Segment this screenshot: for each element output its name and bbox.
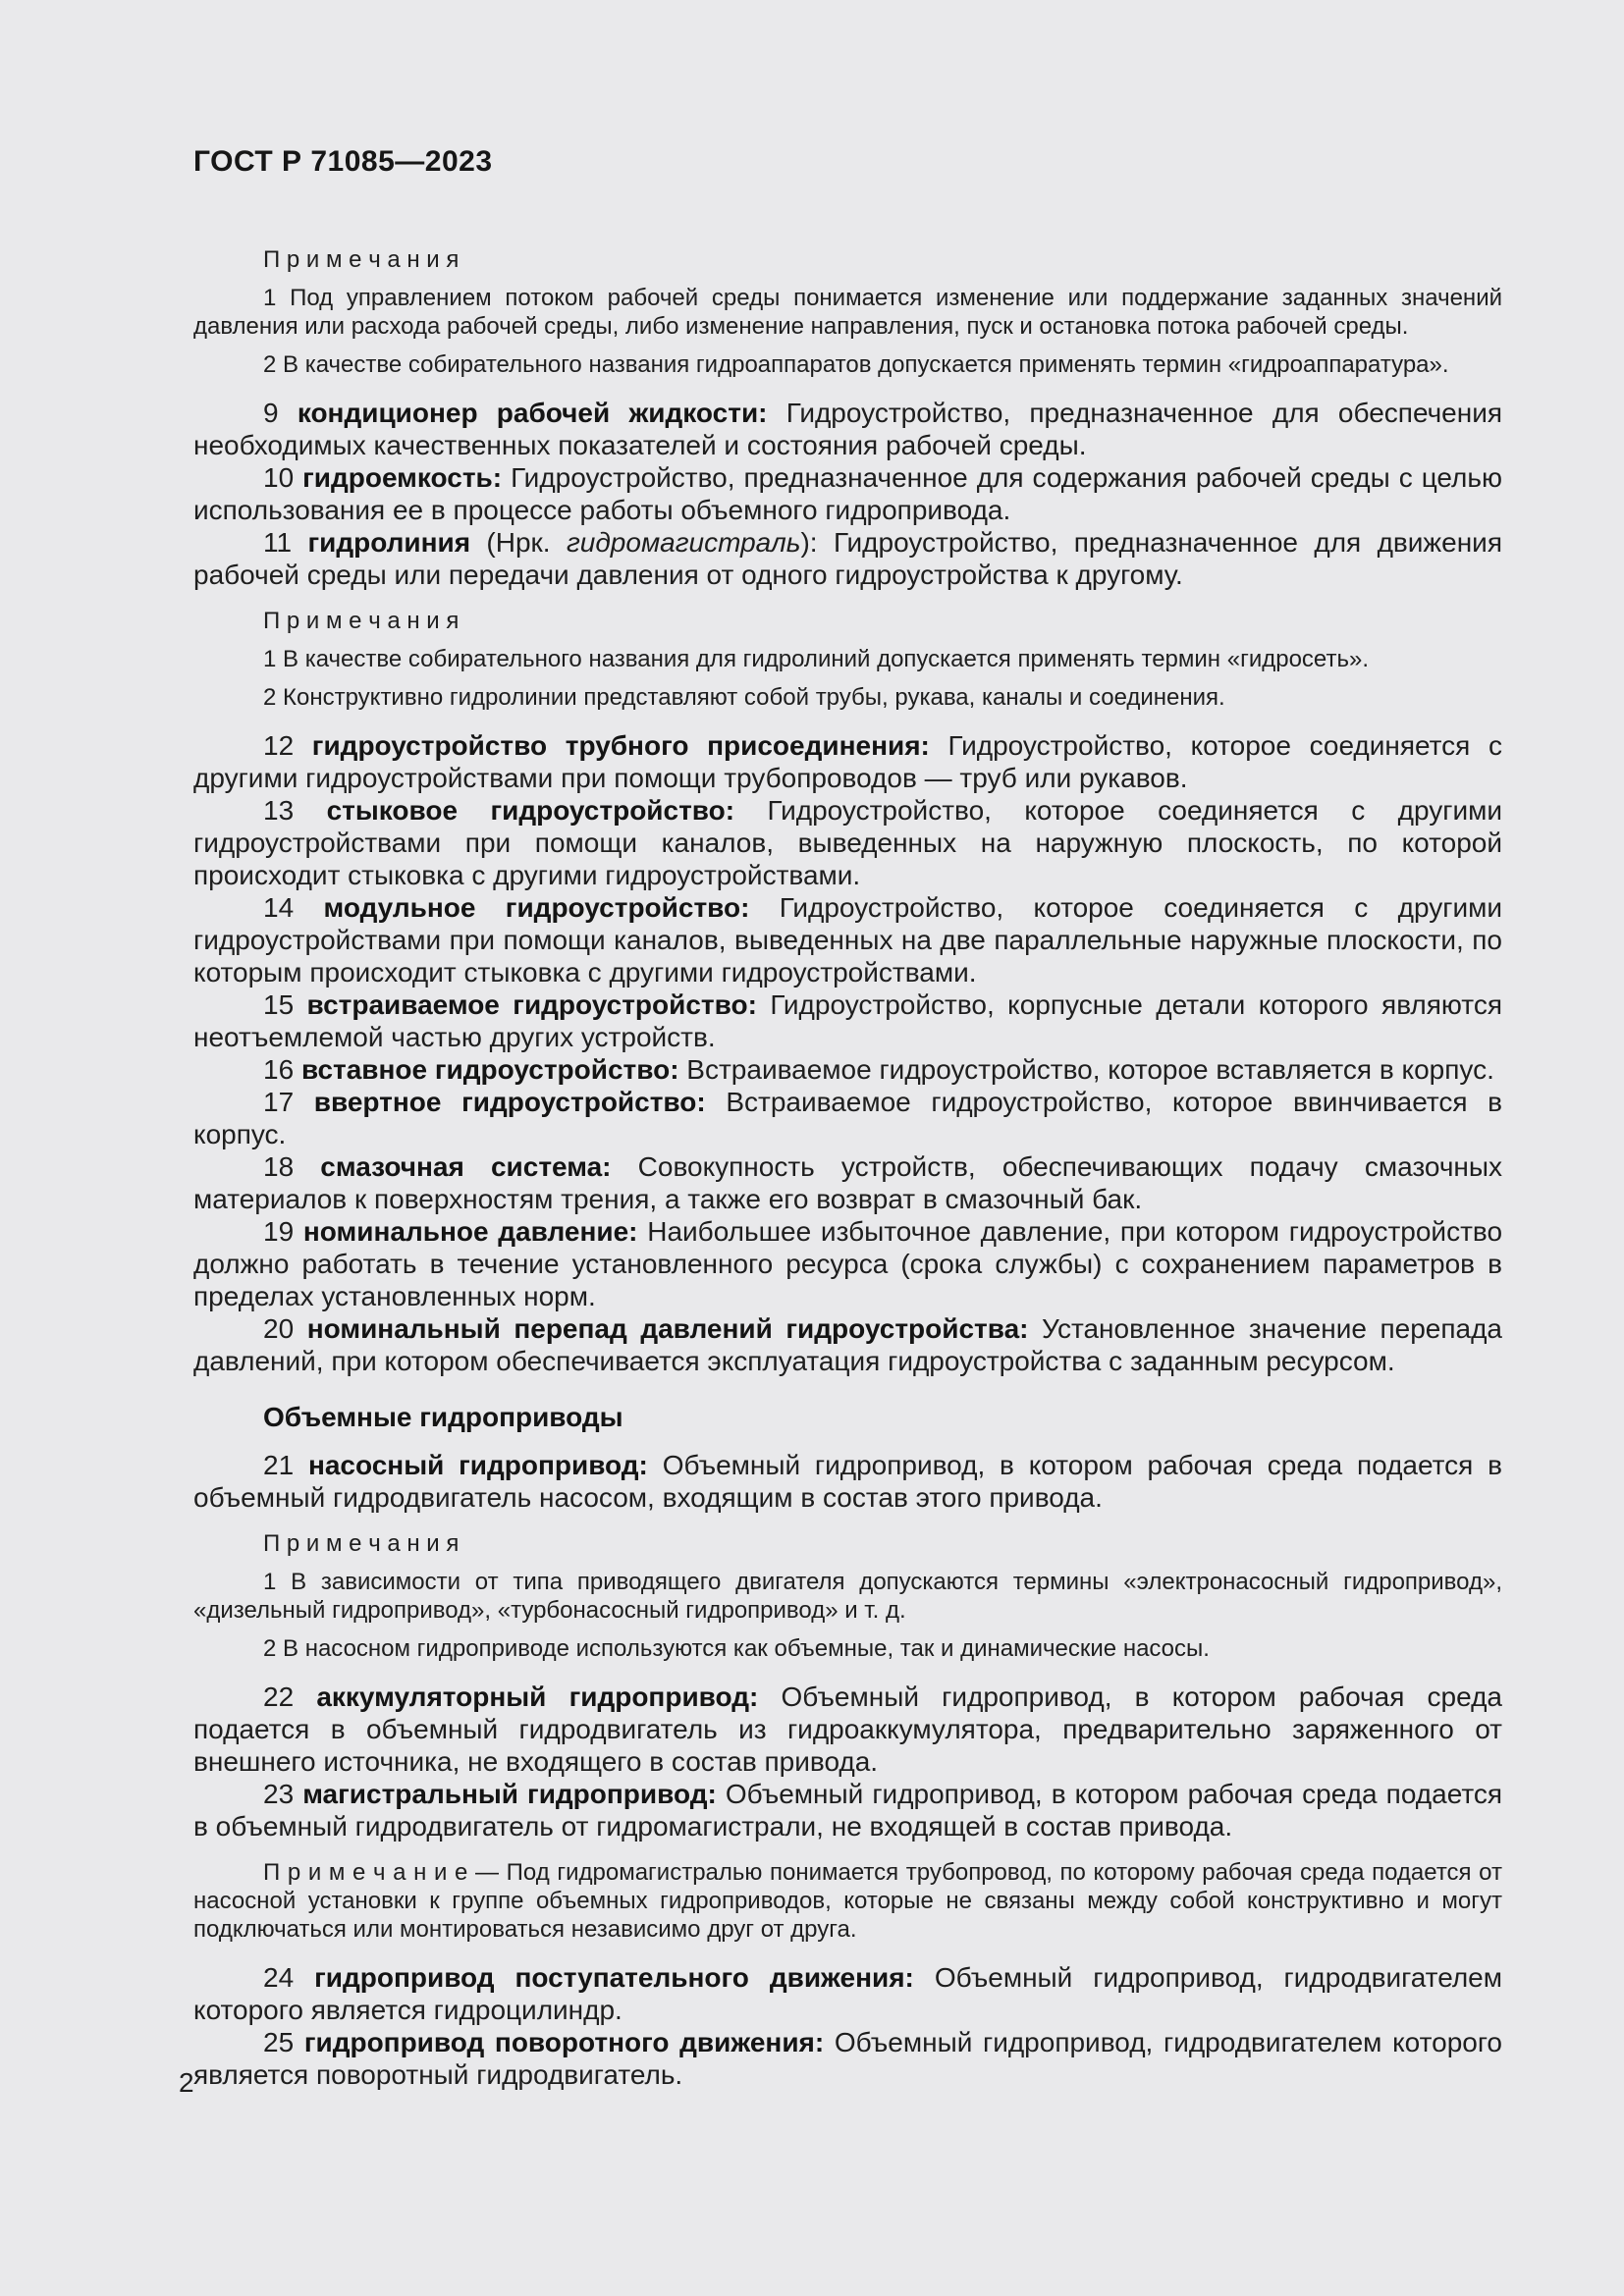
term-paragraph	[193, 729, 1502, 794]
term-name: ввертное гидроустройство:	[313, 1087, 706, 1117]
term-name: магистральный гидропривод:	[302, 1779, 717, 1809]
notes-block	[193, 245, 1502, 379]
notes-heading: П р и м е ч а н и я	[263, 608, 460, 634]
term-name: номинальный перепад давлений гидроустройства:	[306, 1313, 1029, 1344]
term-name: встраиваемое гидроустройство:	[306, 989, 757, 1020]
term-definition: Наибольшее избыточное давление, при котором гидроустройство должно работать в течение установленного ресурса (срока службы) с сохранением параметров в пределах установленных норм.	[193, 1216, 1503, 1311]
term-definition: Объемный гидропривод, гидродвигателем которого является гидроцилиндр.	[193, 1962, 1502, 2025]
term-name: гидроустройство трубного присоединения:	[311, 730, 930, 761]
term-paragraph	[193, 1086, 1502, 1150]
term-name: вставное гидроустройство:	[300, 1054, 679, 1085]
term-definition: Встраиваемое гидроустройство, которое вставляется в корпус.	[686, 1054, 1494, 1085]
term-number: 20	[263, 1313, 307, 1344]
term-deprecated-synonym: гидромагистраль	[566, 527, 801, 558]
term-definition: Гидроустройство, которое соединяется с другими гидроустройствами при помощи трубопроводов — труб или рукавов.	[193, 730, 1502, 793]
note-paragraph: 2 В качестве собирательного названия гидроаппаратов допускается применять термин «гидроаппаратура».	[263, 351, 1449, 378]
term-name: стыковое гидроустройство:	[326, 795, 735, 826]
term-number: 14	[263, 892, 324, 923]
term-number: 24	[263, 1962, 315, 1993]
term-paragraph	[193, 397, 1502, 461]
term-definition: Гидроустройство, корпусные детали которого являются неотъемлемой частью других устройств.	[193, 989, 1502, 1052]
term-definition: Объемный гидропривод, гидродвигателем которого является поворотный гидродвигатель.	[193, 2027, 1503, 2090]
term-definition: Встраиваемое гидроустройство, которое ввинчивается в корпус.	[193, 1087, 1503, 1149]
term-name: смазочная система:	[320, 1151, 612, 1182]
term-definition: Гидроустройство, которое соединяется с другими гидроустройствами при помощи каналов, выведенных на две параллельные наружные плоскости, по которым происходит стыковка с другими гидроустройствами.	[193, 892, 1502, 988]
term-paragraph	[193, 2026, 1502, 2091]
term-name: номинальное давление:	[302, 1216, 638, 1247]
notes-heading: П р и м е ч а н и я	[263, 246, 460, 273]
term-number: 17	[263, 1087, 314, 1117]
term-number: 10	[263, 462, 303, 493]
term-paragraph	[193, 891, 1502, 988]
term-definition: Установленное значение перепада давлений, при котором обеспечивается эксплуатация гидроустройства с заданным ресурсом.	[193, 1313, 1503, 1376]
document-content	[193, 230, 1502, 2091]
term-name: гидропривод поступательного движения:	[314, 1962, 914, 1993]
note-paragraph: 2 Конструктивно гидролинии представляют собой трубы, рукава, каналы и соединения.	[263, 684, 1225, 711]
notes-block	[193, 607, 1502, 712]
note-paragraph: П р и м е ч а н и е — Под гидромагистралью понимается трубопровод, по которому рабочая среда подается от насосной установки к группе объемных гидроприводов, которые не связаны между собой конструктивно и могут подключаться или монтироваться независимо друг от друга.	[193, 1859, 1502, 1943]
term-number: 15	[263, 989, 307, 1020]
note-paragraph: 1 Под управлением потоком рабочей среды понимается изменение или поддержание заданных значений давления или расхода рабочей среды, либо изменение направления, пуск и остановка потока рабочей среды.	[193, 285, 1502, 340]
term-number: 9	[263, 398, 298, 428]
term-number: 12	[263, 730, 312, 761]
term-paragraph	[193, 1312, 1502, 1377]
term-definition: Объемный гидропривод, в котором рабочая среда подается в объемный гидродвигатель от гидромагистрали, не входящей в состав привода.	[193, 1779, 1503, 1842]
term-definition: Гидроустройство, предназначенное для движения рабочей среды или передачи давления от одного гидроустройства к другому.	[193, 527, 1502, 590]
note-paragraph: 1 В зависимости от типа приводящего двигателя допускаются термины «электронасосный гидропривод», «дизельный гидропривод», «турбонасосный гидропривод» и т. д.	[193, 1569, 1502, 1624]
page-number: 2	[179, 2067, 194, 2098]
term-paragraph	[193, 461, 1502, 526]
standard-designation-header: ГОСТ Р 71085—2023	[193, 145, 493, 178]
term-paragraph	[193, 1961, 1502, 2026]
term-number: 23	[263, 1779, 303, 1809]
term-paragraph	[193, 1681, 1502, 1778]
term-name: кондиционер рабочей жидкости:	[297, 398, 768, 428]
term-number: 18	[263, 1151, 321, 1182]
term-paragraph	[193, 794, 1502, 891]
term-definition: Гидроустройство, предназначенное для содержания рабочей среды с целью использования ее в процессе работы объемного гидропривода.	[193, 462, 1502, 525]
term-paragraph	[193, 988, 1502, 1053]
note-paragraph: 1 В качестве собирательного названия для гидролиний допускается применять термин «гидросеть».	[263, 646, 1369, 672]
term-definition: Объемный гидропривод, в котором рабочая среда подается в объемный гидродвигатель из гидроаккумулятора, предварительно заряженного от внешнего источника, не входящего в состав привода.	[193, 1682, 1502, 1777]
note-block	[193, 1858, 1502, 1944]
term-paragraph: 11 гидролиния (Нрк. гидромагистраль): Гидроустройство, предназначенное для движения рабочей среды или передачи давления от одного гидроустройства к другому.	[193, 527, 1502, 590]
term-number: 16	[263, 1054, 301, 1085]
term-number: 25	[263, 2027, 304, 2057]
term-number: 19	[263, 1216, 303, 1247]
term-name: гидропривод поворотного движения:	[303, 2027, 825, 2057]
term-number: 22	[263, 1682, 317, 1712]
term-number: 13	[263, 795, 327, 826]
notes-block	[193, 1529, 1502, 1663]
term-paragraph	[193, 1778, 1502, 1842]
term-name: насосный гидропривод:	[307, 1450, 648, 1480]
term-name: аккумуляторный гидропривод:	[316, 1682, 759, 1712]
term-definition: Объемный гидропривод, в котором рабочая среда подается в объемный гидродвигатель насосом, входящим в состав этого привода.	[193, 1450, 1502, 1513]
term-paragraph	[193, 1215, 1502, 1312]
term-name: гидроемкость:	[302, 462, 503, 493]
term-number: 11	[263, 527, 308, 558]
term-definition: Гидроустройство, которое соединяется с другими гидроустройствами при помощи каналов, выведенных на наружную плоскость, по которой происходит стыковка с другими гидроустройствами.	[193, 795, 1503, 890]
term-number: 21	[263, 1450, 308, 1480]
term-paragraph	[193, 1053, 1502, 1086]
notes-heading: П р и м е ч а н и я	[263, 1530, 460, 1557]
term-definition: Совокупность устройств, обеспечивающих подачу смазочных материалов к поверхностям трения, а также его возврат в смазочный бак.	[193, 1151, 1502, 1214]
term-definition: Гидроустройство, предназначенное для обеспечения необходимых качественных показателей и состояния рабочей среды.	[193, 398, 1503, 460]
note-paragraph: 2 В насосном гидроприводе используются как объемные, так и динамические насосы.	[263, 1635, 1210, 1662]
term-paragraph	[193, 1150, 1502, 1215]
term-name: гидролиния	[307, 527, 471, 558]
section-subheading: Объемные гидроприводы	[263, 1402, 623, 1432]
term-name: модульное гидроустройство:	[323, 892, 750, 923]
term-paragraph	[193, 1449, 1502, 1514]
note-heading: П р и м е ч а н и е	[263, 1859, 475, 1886]
